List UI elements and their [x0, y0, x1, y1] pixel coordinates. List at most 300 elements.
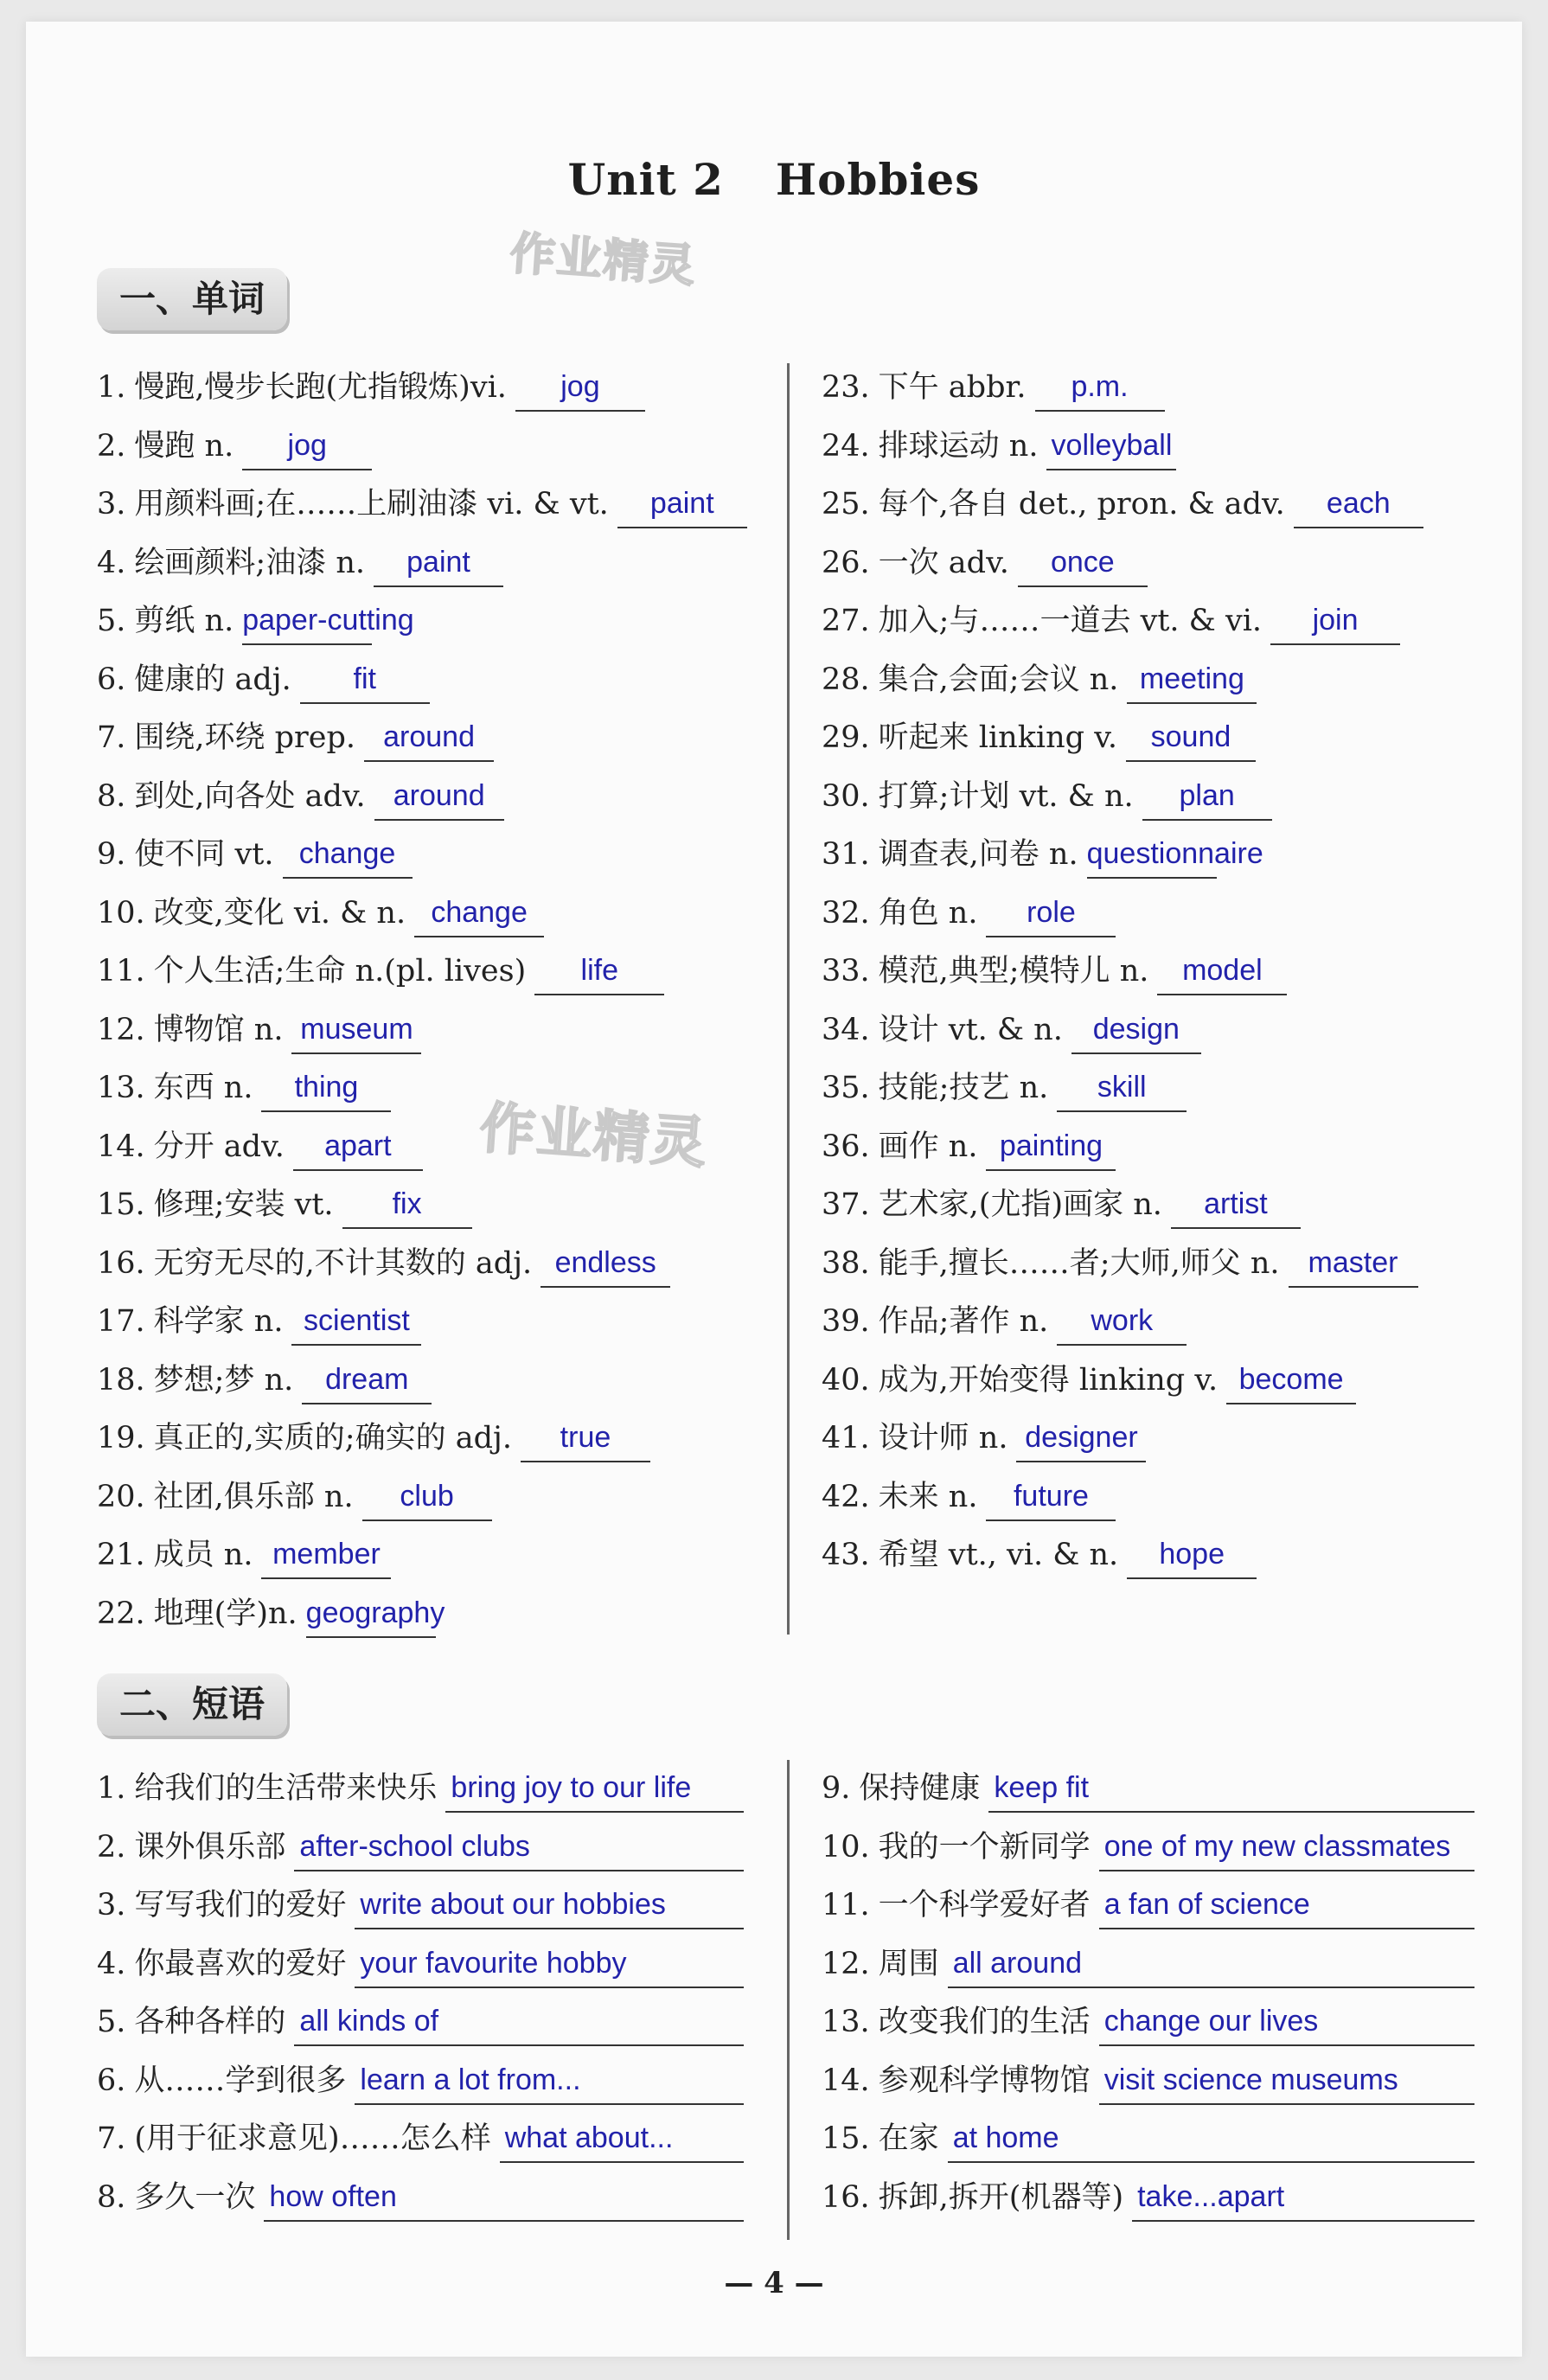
- item-number: 3.: [97, 1888, 126, 1923]
- item-prompt: 真正的,实质的;确实的 adj.: [153, 1421, 512, 1456]
- handwritten-answer: paper-cutting: [242, 604, 414, 637]
- item-prompt: 改变我们的生活: [878, 2005, 1091, 2039]
- handwritten-answer: write about our hobbies: [360, 1888, 666, 1921]
- answer-blank[interactable]: [1046, 428, 1176, 470]
- item-prompt: 未来 n.: [878, 1479, 978, 1514]
- handwritten-answer: scientist: [304, 1304, 410, 1337]
- item-prompt: 参观科学博物馆: [878, 2063, 1091, 2098]
- item-number: 9.: [822, 1771, 851, 1806]
- phrase-item: [97, 2114, 744, 2163]
- handwritten-answer: master: [1308, 1245, 1398, 1279]
- answer-blank[interactable]: [541, 1245, 670, 1288]
- item-number: 11.: [97, 954, 145, 988]
- handwritten-answer: role: [1027, 895, 1076, 929]
- item-prompt: 技能;技艺 n.: [878, 1071, 1049, 1105]
- word-item: [97, 656, 430, 704]
- item-number: 24.: [822, 428, 870, 464]
- item-prompt: 模范,典型;模特儿 n.: [878, 954, 1149, 988]
- item-number: 6.: [97, 662, 126, 697]
- item-number: 4.: [97, 545, 126, 580]
- word-item: [822, 1356, 1356, 1404]
- answer-blank[interactable]: [1226, 1362, 1356, 1404]
- handwritten-answer: painting: [999, 1129, 1103, 1162]
- section-words-heading: 一、单词: [97, 268, 287, 330]
- item-number: 3.: [97, 487, 126, 521]
- item-prompt: 梦想;梦 n.: [153, 1362, 294, 1398]
- handwritten-answer: at home: [952, 2121, 1059, 2154]
- item-number: 9.: [97, 837, 126, 872]
- item-number: 10.: [97, 895, 145, 931]
- handwritten-answer: around: [383, 720, 475, 753]
- item-number: 8.: [97, 778, 126, 814]
- item-prompt: 健康的 adj.: [134, 662, 291, 697]
- word-item: [97, 422, 372, 470]
- word-item: [97, 480, 747, 528]
- item-number: 7.: [97, 2121, 126, 2156]
- item-prompt: 周围: [878, 1946, 939, 1981]
- item-number: 14.: [822, 2063, 870, 2098]
- item-prompt: (用于征求意见)……怎么样: [134, 2121, 491, 2156]
- handwritten-answer: member: [272, 1538, 381, 1571]
- answer-blank[interactable]: [1057, 1071, 1187, 1112]
- word-item: [97, 772, 504, 821]
- item-prompt: 社团,俱乐部 n.: [153, 1479, 354, 1514]
- item-number: 15.: [97, 1187, 145, 1222]
- handwritten-answer: once: [1050, 545, 1115, 579]
- page-number: — 4 —: [724, 2266, 824, 2300]
- answer-blank[interactable]: [1018, 545, 1148, 587]
- item-number: 26.: [822, 545, 870, 580]
- word-item: [822, 830, 1263, 879]
- handwritten-answer: jog: [560, 370, 600, 403]
- answer-blank[interactable]: [1127, 1538, 1257, 1579]
- answer-blank[interactable]: [1142, 778, 1272, 821]
- handwritten-answer: one of my new classmates: [1103, 1829, 1451, 1863]
- phrase-item: [822, 1940, 1474, 1988]
- answer-blank[interactable]: [1289, 1245, 1418, 1288]
- handwritten-answer: around: [393, 778, 485, 812]
- answer-blank[interactable]: [291, 1012, 421, 1054]
- answer-blank[interactable]: [283, 837, 413, 879]
- word-item: [97, 713, 494, 762]
- item-number: 15.: [822, 2121, 870, 2156]
- item-prompt: 地理(学)n.: [153, 1596, 297, 1631]
- item-number: 12.: [97, 1012, 145, 1047]
- word-item: [822, 1180, 1301, 1229]
- item-prompt: 各种各样的: [134, 2005, 286, 2039]
- answer-blank[interactable]: [374, 545, 503, 587]
- answer-blank[interactable]: [948, 1946, 1474, 1988]
- item-number: 11.: [822, 1888, 870, 1923]
- item-number: 5.: [97, 604, 126, 638]
- item-prompt: 我的一个新同学: [878, 1829, 1091, 1865]
- item-number: 6.: [97, 2063, 126, 2098]
- item-prompt: 东西 n.: [153, 1071, 253, 1105]
- item-prompt: 剪纸 n.: [134, 604, 234, 638]
- phrase-item: [97, 1764, 744, 1813]
- item-prompt: 听起来 linking v.: [878, 720, 1117, 755]
- item-number: 25.: [822, 487, 870, 521]
- handwritten-answer: thing: [294, 1071, 359, 1104]
- answer-blank[interactable]: [948, 2121, 1474, 2163]
- answer-blank[interactable]: [1086, 837, 1263, 879]
- handwritten-answer: skill: [1097, 1071, 1147, 1104]
- handwritten-answer: join: [1312, 604, 1359, 637]
- answer-blank[interactable]: [264, 2179, 744, 2222]
- answer-blank[interactable]: [1171, 1187, 1301, 1229]
- item-prompt: 希望 vt., vi. & n.: [878, 1538, 1119, 1572]
- item-prompt: 在家: [878, 2121, 939, 2156]
- item-number: 8.: [97, 2179, 126, 2215]
- answer-blank[interactable]: [445, 1771, 744, 1813]
- handwritten-answer: after-school clubs: [299, 1829, 530, 1863]
- answer-blank[interactable]: [305, 1596, 445, 1638]
- item-number: 17.: [97, 1304, 145, 1339]
- item-number: 16.: [97, 1245, 145, 1281]
- item-prompt: 集合,会面;会议 n.: [878, 662, 1119, 697]
- answer-blank[interactable]: [1132, 2179, 1474, 2222]
- word-item: [97, 597, 414, 645]
- phrase-item: [822, 2057, 1474, 2105]
- word-item: [822, 1064, 1187, 1112]
- phrase-item: [822, 1764, 1474, 1813]
- item-number: 1.: [97, 370, 126, 405]
- answer-blank[interactable]: [986, 1129, 1116, 1171]
- item-prompt: 每个,各自 det., pron. & adv.: [878, 487, 1285, 521]
- answer-blank[interactable]: [988, 1771, 1474, 1813]
- word-item: [97, 539, 503, 587]
- phrase-item: [97, 1998, 744, 2046]
- handwritten-answer: change our lives: [1103, 2005, 1319, 2038]
- answer-blank[interactable]: [617, 487, 747, 528]
- handwritten-answer: questionnaire: [1086, 837, 1263, 870]
- handwritten-answer: your favourite hobby: [360, 1946, 627, 1980]
- word-item: [97, 1531, 391, 1579]
- answer-blank[interactable]: [294, 2005, 744, 2046]
- item-prompt: 成为,开始变得 linking v.: [878, 1362, 1219, 1398]
- handwritten-answer: a fan of science: [1103, 1888, 1310, 1921]
- handwritten-answer: hope: [1159, 1538, 1225, 1571]
- answer-blank[interactable]: [515, 370, 645, 412]
- phrase-item: [97, 2057, 744, 2105]
- answer-blank[interactable]: [1294, 487, 1423, 528]
- item-prompt: 艺术家,(尤指)画家 n.: [878, 1187, 1162, 1222]
- unit-label: Unit 2: [567, 154, 724, 205]
- handwritten-answer: meeting: [1139, 662, 1244, 695]
- phrase-item: [97, 1881, 744, 1929]
- item-number: 38.: [822, 1245, 870, 1281]
- item-number: 28.: [822, 662, 870, 697]
- item-prompt: 科学家 n.: [153, 1304, 284, 1339]
- answer-blank[interactable]: [414, 895, 544, 937]
- word-item: [97, 830, 413, 879]
- handwritten-answer: change: [298, 837, 396, 870]
- word-item: [822, 1123, 1116, 1171]
- item-number: 42.: [822, 1479, 870, 1514]
- answer-blank[interactable]: [986, 1479, 1116, 1521]
- item-prompt: 使不同 vt.: [134, 837, 274, 872]
- item-prompt: 设计师 n.: [878, 1421, 1008, 1456]
- item-prompt: 修理;安装 vt.: [153, 1187, 334, 1222]
- item-number: 36.: [822, 1129, 870, 1164]
- item-number: 39.: [822, 1304, 870, 1339]
- handwritten-answer: take...apart: [1137, 2179, 1285, 2213]
- item-prompt: 作品;著作 n.: [878, 1304, 1049, 1339]
- phrase-item: [822, 1881, 1474, 1929]
- item-number: 19.: [97, 1421, 145, 1456]
- item-number: 33.: [822, 954, 870, 988]
- item-prompt: 排球运动 n.: [878, 428, 1039, 464]
- section-phrases-heading: 二、短语: [97, 1673, 287, 1736]
- item-number: 13.: [97, 1071, 145, 1105]
- item-number: 41.: [822, 1421, 870, 1456]
- word-item: [97, 1356, 432, 1404]
- word-item: [97, 1473, 492, 1521]
- word-item: [822, 597, 1400, 645]
- item-number: 23.: [822, 370, 870, 405]
- watermark-middle: 作业精灵: [477, 1096, 710, 1177]
- item-prompt: 能手,擅长……者;大师,师父 n.: [878, 1245, 1280, 1281]
- handwritten-answer: work: [1091, 1304, 1154, 1337]
- phrase-item: [822, 2173, 1474, 2222]
- phrases-column-divider: [787, 1760, 790, 2240]
- word-item: [97, 1414, 650, 1462]
- phrase-item: [97, 2173, 744, 2222]
- item-prompt: 打算;计划 vt. & n.: [878, 778, 1134, 814]
- item-number: 43.: [822, 1538, 870, 1572]
- handwritten-answer: life: [580, 954, 618, 987]
- item-prompt: 下午 abbr.: [878, 370, 1027, 405]
- item-prompt: 从……学到很多: [134, 2063, 347, 2098]
- handwritten-answer: paint: [649, 487, 714, 520]
- word-item: [822, 1006, 1201, 1054]
- item-prompt: 绘画颜料;油漆 n.: [134, 545, 365, 580]
- item-prompt: 分开 adv.: [153, 1129, 285, 1164]
- word-item: [822, 480, 1423, 528]
- answer-blank[interactable]: [362, 1479, 492, 1521]
- answer-blank[interactable]: [300, 662, 430, 704]
- item-prompt: 设计 vt. & n.: [878, 1012, 1063, 1047]
- item-prompt: 保持健康: [859, 1771, 981, 1806]
- answer-blank[interactable]: [1127, 662, 1257, 704]
- word-item: [97, 1064, 391, 1112]
- word-item: [97, 1297, 421, 1346]
- handwritten-answer: dream: [325, 1362, 409, 1396]
- item-prompt: 改变,变化 vi. & n.: [153, 895, 406, 931]
- answer-blank[interactable]: [1035, 370, 1165, 412]
- phrase-item: [822, 2114, 1474, 2163]
- watermark-top: 作业精灵: [508, 227, 699, 293]
- item-prompt: 调查表,问卷 n.: [878, 837, 1078, 872]
- item-number: 7.: [97, 720, 126, 755]
- phrase-item: [97, 1823, 744, 1871]
- word-item: [97, 1006, 421, 1054]
- item-number: 13.: [822, 2005, 870, 2039]
- answer-blank[interactable]: [355, 2063, 744, 2105]
- unit-topic: Hobbies: [775, 154, 981, 205]
- handwritten-answer: fit: [353, 662, 376, 695]
- item-prompt: 课外俱乐部: [134, 1829, 286, 1865]
- answer-blank[interactable]: [355, 1946, 744, 1988]
- word-item: [822, 889, 1116, 937]
- item-number: 29.: [822, 720, 870, 755]
- answer-blank[interactable]: [242, 428, 372, 470]
- handwritten-answer: club: [400, 1479, 454, 1513]
- phrase-item: [97, 1940, 744, 1988]
- word-item: [822, 656, 1257, 704]
- answer-blank[interactable]: [1157, 954, 1287, 995]
- handwritten-answer: all around: [952, 1946, 1083, 1980]
- handwritten-answer: endless: [554, 1245, 656, 1279]
- answer-blank[interactable]: [291, 1304, 421, 1346]
- word-item: [822, 363, 1165, 412]
- item-number: 37.: [822, 1187, 870, 1222]
- word-item: [822, 947, 1287, 995]
- handwritten-answer: apart: [324, 1129, 392, 1162]
- handwritten-answer: paint: [406, 545, 470, 579]
- item-number: 2.: [97, 428, 126, 464]
- answer-blank[interactable]: [294, 1829, 744, 1871]
- item-prompt: 围绕,环绕 prep.: [134, 720, 356, 755]
- answer-blank[interactable]: [1099, 2005, 1474, 2046]
- item-number: 12.: [822, 1946, 870, 1981]
- item-number: 35.: [822, 1071, 870, 1105]
- item-number: 20.: [97, 1479, 145, 1514]
- word-item: [822, 713, 1256, 762]
- handwritten-answer: how often: [269, 2179, 397, 2213]
- answer-blank[interactable]: [1016, 1421, 1146, 1462]
- item-number: 10.: [822, 1829, 870, 1865]
- handwritten-answer: jog: [287, 428, 327, 462]
- item-number: 14.: [97, 1129, 145, 1164]
- handwritten-answer: fix: [392, 1187, 422, 1220]
- item-number: 4.: [97, 1946, 126, 1981]
- handwritten-answer: true: [560, 1421, 611, 1454]
- handwritten-answer: design: [1092, 1012, 1180, 1046]
- word-item: [97, 1590, 445, 1638]
- item-prompt: 无穷无尽的,不计其数的 adj.: [153, 1245, 533, 1281]
- handwritten-answer: p.m.: [1071, 370, 1129, 403]
- item-prompt: 写写我们的爱好: [134, 1888, 347, 1923]
- answer-blank[interactable]: [293, 1129, 423, 1171]
- handwritten-answer: model: [1182, 954, 1263, 987]
- item-number: 40.: [822, 1362, 870, 1398]
- answer-blank[interactable]: [500, 2121, 744, 2163]
- handwritten-answer: what about...: [504, 2121, 674, 2154]
- answer-blank[interactable]: [1099, 1888, 1474, 1929]
- handwritten-answer: future: [1013, 1479, 1089, 1513]
- words-column-divider: [787, 363, 790, 1635]
- answer-blank[interactable]: [374, 778, 504, 821]
- answer-blank[interactable]: [986, 895, 1116, 937]
- handwritten-answer: artist: [1204, 1187, 1268, 1220]
- item-prompt: 画作 n.: [878, 1129, 978, 1164]
- item-prompt: 拆卸,拆开(机器等): [878, 2179, 1124, 2215]
- item-prompt: 角色 n.: [878, 895, 978, 931]
- word-item: [97, 1123, 423, 1171]
- word-item: [97, 889, 544, 937]
- item-number: 18.: [97, 1362, 145, 1398]
- word-item: [822, 1473, 1116, 1521]
- word-item: [97, 947, 664, 995]
- handwritten-answer: museum: [300, 1012, 413, 1046]
- handwritten-answer: plan: [1179, 778, 1235, 812]
- item-number: 5.: [97, 2005, 126, 2039]
- handwritten-answer: learn a lot from...: [360, 2063, 581, 2096]
- answer-blank[interactable]: [261, 1071, 391, 1112]
- phrase-item: [822, 1823, 1474, 1871]
- word-item: [97, 1239, 670, 1288]
- item-prompt: 到处,向各处 adv.: [134, 778, 366, 814]
- item-prompt: 博物馆 n.: [153, 1012, 284, 1047]
- word-item: [822, 772, 1272, 821]
- item-prompt: 成员 n.: [153, 1538, 253, 1572]
- item-prompt: 多久一次: [134, 2179, 256, 2215]
- item-prompt: 一个科学爱好者: [878, 1888, 1091, 1923]
- answer-blank[interactable]: [355, 1888, 744, 1929]
- item-prompt: 一次 adv.: [878, 545, 1009, 580]
- answer-blank[interactable]: [1099, 2063, 1474, 2105]
- handwritten-answer: designer: [1025, 1421, 1138, 1454]
- answer-blank[interactable]: [534, 954, 664, 995]
- item-number: 34.: [822, 1012, 870, 1047]
- item-prompt: 你最喜欢的爱好: [134, 1946, 347, 1981]
- answer-blank[interactable]: [342, 1187, 472, 1229]
- answer-blank[interactable]: [242, 604, 414, 645]
- word-item: [822, 422, 1176, 470]
- word-item: [822, 1414, 1146, 1462]
- item-number: 16.: [822, 2179, 870, 2215]
- item-number: 21.: [97, 1538, 145, 1572]
- answer-blank[interactable]: [1126, 720, 1256, 762]
- item-number: 27.: [822, 604, 870, 638]
- item-prompt: 慢跑 n.: [134, 428, 234, 464]
- item-number: 30.: [822, 778, 870, 814]
- page-title: [0, 154, 1548, 205]
- answer-blank[interactable]: [1270, 604, 1400, 645]
- handwritten-answer: visit science museums: [1103, 2063, 1398, 2096]
- answer-blank[interactable]: [1057, 1304, 1187, 1346]
- word-item: [822, 1531, 1257, 1579]
- answer-blank[interactable]: [302, 1362, 432, 1404]
- handwritten-answer: change: [431, 895, 528, 929]
- answer-blank[interactable]: [1099, 1829, 1474, 1871]
- word-item: [822, 1297, 1187, 1346]
- word-item: [822, 1239, 1418, 1288]
- handwritten-answer: sound: [1150, 720, 1231, 753]
- item-prompt: 慢跑,慢步长跑(尤指锻炼)vi.: [134, 370, 507, 405]
- word-item: [97, 1180, 472, 1229]
- handwritten-answer: volleyball: [1051, 428, 1173, 462]
- answer-blank[interactable]: [261, 1538, 391, 1579]
- answer-blank[interactable]: [521, 1421, 650, 1462]
- answer-blank[interactable]: [1071, 1012, 1201, 1054]
- item-number: 1.: [97, 1771, 126, 1806]
- phrase-item: [822, 1998, 1474, 2046]
- answer-blank[interactable]: [364, 720, 494, 762]
- handwritten-answer: bring joy to our life: [451, 1771, 692, 1804]
- item-prompt: 用颜料画;在……上刷油漆 vi. & vt.: [134, 487, 609, 521]
- handwritten-answer: all kinds of: [299, 2005, 439, 2038]
- item-prompt: 加入;与……一道去 vt. & vi.: [878, 604, 1263, 638]
- item-prompt: 给我们的生活带来快乐: [134, 1771, 438, 1806]
- item-number: 2.: [97, 1829, 126, 1865]
- item-prompt: 个人生活;生命 n.(pl. lives): [153, 954, 527, 988]
- item-number: 31.: [822, 837, 870, 872]
- word-item: [97, 363, 645, 412]
- word-item: [822, 539, 1148, 587]
- handwritten-answer: keep fit: [994, 1771, 1090, 1804]
